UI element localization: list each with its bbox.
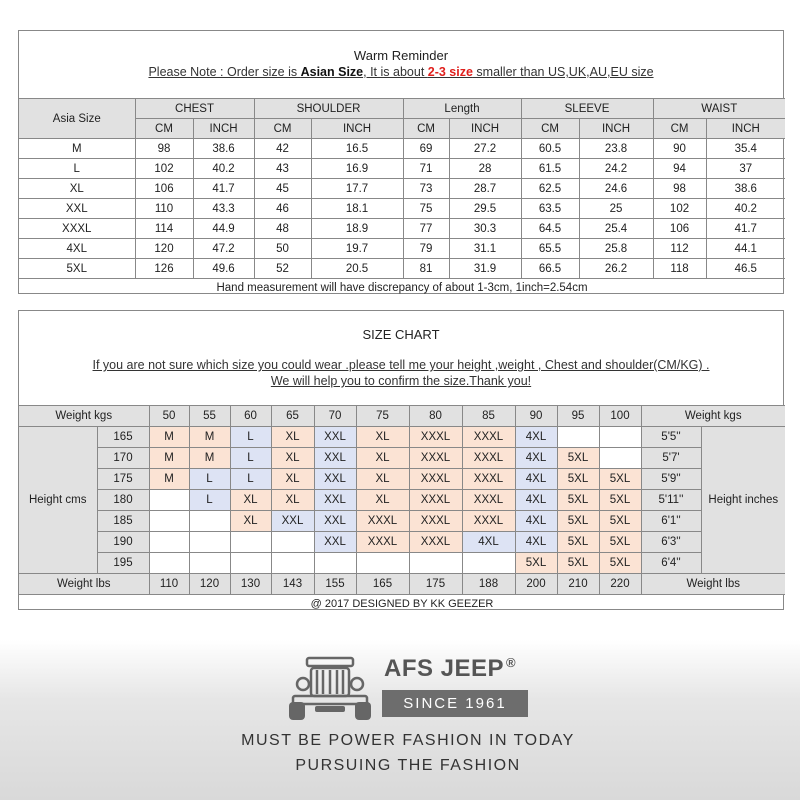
weight-lbs-label-right: Weight lbs (641, 574, 785, 595)
size-chart-grid (19, 405, 785, 613)
size-recommendation-cell: XXXL (462, 469, 515, 490)
size-recommendation-cell (189, 511, 230, 532)
size-recommendation-cell (189, 532, 230, 553)
measurement-cell: 81 (403, 259, 449, 279)
size-recommendation-cell: XXL (314, 490, 356, 511)
size-recommendation-cell: 5XL (557, 448, 599, 469)
measurement-cell: 42 (254, 139, 311, 159)
measurement-cell: 126 (135, 259, 193, 279)
measurement-cell: 47.2 (193, 239, 254, 259)
measurement-cell: 19.7 (311, 239, 403, 259)
weight-kgs-label: Weight kgs (19, 406, 149, 427)
size-recommendation-cell: 5XL (557, 490, 599, 511)
size-recommendation-cell: XXXL (356, 532, 409, 553)
weight-kg-value: 70 (314, 406, 356, 427)
measurement-cell: 98 (135, 139, 193, 159)
asia-size-cell: XXXL (19, 219, 135, 239)
measurement-cell: 98 (653, 179, 706, 199)
size-recommendation-cell (271, 553, 314, 574)
size-recommendation-cell: 5XL (557, 532, 599, 553)
size-recommendation-cell: 5XL (599, 490, 641, 511)
size-chart-row (19, 532, 785, 553)
height-inch-value: 6'4'' (641, 553, 701, 574)
measurement-cell: 46 (254, 199, 311, 219)
size-recommendation-cell: L (230, 469, 271, 490)
size-recommendation-cell (230, 553, 271, 574)
weight-lbs-value: 120 (189, 574, 230, 595)
measurement-cell: 25.4 (579, 219, 653, 239)
size-recommendation-cell: L (189, 469, 230, 490)
measurement-cell: 120 (135, 239, 193, 259)
size-table-row (19, 259, 785, 279)
size-recommendation-cell: M (149, 469, 189, 490)
unit-header: INCH (579, 119, 653, 139)
unit-header: INCH (311, 119, 403, 139)
size-recommendation-cell: XXXL (409, 448, 462, 469)
size-chart-row (19, 490, 785, 511)
size-table-row (19, 239, 785, 259)
weight-lbs-value: 200 (515, 574, 557, 595)
measurement-cell: 48 (254, 219, 311, 239)
height-cm-value: 175 (97, 469, 149, 490)
height-cm-value: 180 (97, 490, 149, 511)
asia-size-cell: 4XL (19, 239, 135, 259)
weight-kg-value: 95 (557, 406, 599, 427)
height-cm-value: 195 (97, 553, 149, 574)
size-recommendation-cell: XXXL (409, 532, 462, 553)
weight-kg-value: 80 (409, 406, 462, 427)
size-recommendation-cell: 4XL (515, 532, 557, 553)
measurement-cell: 16.5 (311, 139, 403, 159)
measurement-cell: 40.2 (706, 199, 785, 219)
size-chart-row (19, 427, 785, 448)
measurement-cell: 31.9 (449, 259, 521, 279)
measurement-cell: 31.1 (449, 239, 521, 259)
registered-mark: ® (506, 655, 517, 670)
size-chart-help-line1: If you are not sure which size you could wear .please tell me your height ,weight , Chest and shoulder(CM/KG) . (92, 358, 710, 372)
size-recommendation-cell: XL (230, 511, 271, 532)
measurement-cell: 25 (579, 199, 653, 219)
size-chart-row (19, 511, 785, 532)
unit-header: INCH (449, 119, 521, 139)
measurement-cell: 118 (653, 259, 706, 279)
weight-kg-value: 100 (599, 406, 641, 427)
unit-header: INCH (706, 119, 785, 139)
size-chart-title: SIZE CHART (362, 327, 440, 342)
height-cm-value: 185 (97, 511, 149, 532)
size-recommendation-cell: XXL (314, 448, 356, 469)
measurement-cell: 35.4 (706, 139, 785, 159)
measurement-cell: 30.3 (449, 219, 521, 239)
unit-header: INCH (193, 119, 254, 139)
note-prefix: Please Note : Order size is (148, 65, 301, 79)
asia-size-header: Asia Size (19, 99, 135, 139)
size-recommendation-cell (149, 532, 189, 553)
size-recommendation-cell (149, 553, 189, 574)
size-recommendation-cell (356, 553, 409, 574)
size-recommendation-cell (557, 427, 599, 448)
weight-lbs-value: 143 (271, 574, 314, 595)
measurement-cell: 102 (135, 159, 193, 179)
measurement-cell: 43 (254, 159, 311, 179)
weight-lbs-value: 110 (149, 574, 189, 595)
size-recommendation-cell: 4XL (515, 469, 557, 490)
size-table-header-row (19, 99, 785, 119)
size-recommendation-cell (314, 553, 356, 574)
asia-size-cell: XL (19, 179, 135, 199)
measurement-cell: 29.5 (449, 199, 521, 219)
asia-size-cell: XXL (19, 199, 135, 219)
size-recommendation-cell: 5XL (599, 553, 641, 574)
measurement-cell: 46.5 (706, 259, 785, 279)
note-mid: , It is about (363, 65, 428, 79)
asia-size-cell: L (19, 159, 135, 179)
size-recommendation-cell: XXL (271, 511, 314, 532)
weight-lbs-row (19, 574, 785, 595)
designed-by-text: @ 2017 DESIGNED BY KK GEEZER (19, 595, 785, 613)
slogan-line1: MUST BE POWER FASHION IN TODAY (241, 732, 575, 749)
measurement-cell: 64.5 (521, 219, 579, 239)
warm-reminder-title: Warm Reminder (353, 48, 449, 63)
size-recommendation-cell: 5XL (599, 469, 641, 490)
size-recommendation-cell: XXXL (462, 490, 515, 511)
size-chart-help-line2: We will help you to confirm the size.Thank you! (270, 374, 532, 388)
unit-header: CM (254, 119, 311, 139)
asia-size-cell: 5XL (19, 259, 135, 279)
size-recommendation-cell (149, 490, 189, 511)
size-recommendation-cell: XXXL (462, 427, 515, 448)
measurement-cell: 24.2 (579, 159, 653, 179)
size-recommendation-cell (599, 448, 641, 469)
size-recommendation-cell: XXXL (409, 469, 462, 490)
weight-kg-value: 85 (462, 406, 515, 427)
size-table-row (19, 219, 785, 239)
size-chart-row (19, 553, 785, 574)
size-recommendation-cell: XXL (314, 427, 356, 448)
size-recommendation-cell: 4XL (515, 427, 557, 448)
measurement-cell: 75 (403, 199, 449, 219)
size-recommendation-cell: XXXL (462, 511, 515, 532)
measurement-cell: 77 (403, 219, 449, 239)
unit-header: CM (521, 119, 579, 139)
measurement-cell: 52 (254, 259, 311, 279)
measurement-cell: 49.6 (193, 259, 254, 279)
weight-lbs-value: 155 (314, 574, 356, 595)
size-recommendation-cell: XXL (314, 511, 356, 532)
size-table-footnote-row (19, 279, 785, 297)
measurement-cell: 20.5 (311, 259, 403, 279)
height-inch-value: 5'5'' (641, 427, 701, 448)
measure-group-header: CHEST (135, 99, 254, 119)
size-recommendation-cell: M (149, 448, 189, 469)
size-recommendation-cell: XL (271, 469, 314, 490)
size-recommendation-cell: XL (271, 448, 314, 469)
size-recommendation-cell (462, 553, 515, 574)
measurement-cell: 66.5 (521, 259, 579, 279)
weight-kgs-label-right: Weight kgs (641, 406, 785, 427)
size-table-row (19, 159, 785, 179)
weight-kgs-row (19, 406, 785, 427)
weight-kg-value: 65 (271, 406, 314, 427)
weight-lbs-value: 165 (356, 574, 409, 595)
measurement-footnote: Hand measurement will have discrepancy of about 1-3cm, 1inch=2.54cm (19, 279, 785, 297)
size-recommendation-cell (189, 553, 230, 574)
measurement-cell: 102 (653, 199, 706, 219)
weight-kg-value: 90 (515, 406, 557, 427)
height-inch-value: 5'9'' (641, 469, 701, 490)
size-recommendation-cell: L (230, 427, 271, 448)
size-chart-row (19, 448, 785, 469)
weight-lbs-value: 220 (599, 574, 641, 595)
brand-name-text: AFS JEEP (384, 655, 505, 682)
size-recommendation-cell: XL (230, 490, 271, 511)
size-recommendation-cell: XL (271, 427, 314, 448)
measurement-cell: 69 (403, 139, 449, 159)
size-recommendation-cell: XL (271, 490, 314, 511)
slogan-line2: PURSUING THE FASHION (295, 757, 521, 774)
size-recommendation-cell: XXXL (409, 490, 462, 511)
measurement-cell: 65.5 (521, 239, 579, 259)
size-recommendation-cell (599, 427, 641, 448)
size-chart-panel (18, 310, 784, 610)
measurement-cell: 41.7 (706, 219, 785, 239)
size-recommendation-cell: XXL (314, 469, 356, 490)
note-suffix: smaller than US,UK,AU,EU size (472, 65, 654, 79)
size-recommendation-cell: L (189, 490, 230, 511)
size-recommendation-cell: 5XL (557, 553, 599, 574)
measurement-cell: 90 (653, 139, 706, 159)
size-chart-row (19, 469, 785, 490)
measurement-cell: 61.5 (521, 159, 579, 179)
measurement-cell: 27.2 (449, 139, 521, 159)
measurement-cell: 44.1 (706, 239, 785, 259)
size-recommendation-cell: M (149, 427, 189, 448)
measurement-cell: 94 (653, 159, 706, 179)
measurement-cell: 44.9 (193, 219, 254, 239)
warm-reminder-note (19, 65, 783, 79)
unit-header: CM (653, 119, 706, 139)
note-asian-size: Asian Size (300, 65, 364, 79)
weight-kg-value: 55 (189, 406, 230, 427)
size-recommendation-cell: 5XL (599, 532, 641, 553)
size-recommendation-cell: XXXL (409, 427, 462, 448)
measurement-cell: 73 (403, 179, 449, 199)
height-inch-value: 5'11'' (641, 490, 701, 511)
weight-lbs-value: 210 (557, 574, 599, 595)
measure-group-header: Length (403, 99, 521, 119)
measurement-cell: 16.9 (311, 159, 403, 179)
weight-lbs-value: 188 (462, 574, 515, 595)
size-recommendation-cell: L (230, 448, 271, 469)
height-cm-value: 190 (97, 532, 149, 553)
size-table-row (19, 139, 785, 159)
measurement-cell: 110 (135, 199, 193, 219)
size-recommendation-cell: XL (356, 427, 409, 448)
height-inch-value: 6'3'' (641, 532, 701, 553)
measurement-cell: 60.5 (521, 139, 579, 159)
measurement-cell: 63.5 (521, 199, 579, 219)
size-recommendation-cell: M (189, 427, 230, 448)
measurement-cell: 18.1 (311, 199, 403, 219)
measurement-cell: 71 (403, 159, 449, 179)
weight-kg-value: 50 (149, 406, 189, 427)
measurement-cell: 18.9 (311, 219, 403, 239)
size-recommendation-cell: XXL (314, 532, 356, 553)
note-size-difference: 2-3 size (427, 65, 473, 79)
size-recommendation-cell: XXXL (462, 448, 515, 469)
size-recommendation-cell (409, 553, 462, 574)
measurement-cell: 25.8 (579, 239, 653, 259)
measurement-cell: 37 (706, 159, 785, 179)
measurement-cell: 40.2 (193, 159, 254, 179)
weight-kg-value: 60 (230, 406, 271, 427)
measurement-cell: 38.6 (193, 139, 254, 159)
measurement-cell: 28 (449, 159, 521, 179)
designed-by-row (19, 595, 785, 613)
size-recommendation-cell: XXXL (356, 511, 409, 532)
size-recommendation-cell: 5XL (599, 511, 641, 532)
weight-lbs-label: Weight lbs (19, 574, 149, 595)
measurement-cell: 50 (254, 239, 311, 259)
measurement-cell: 45 (254, 179, 311, 199)
size-recommendation-cell: 5XL (557, 469, 599, 490)
size-recommendation-cell: 5XL (515, 553, 557, 574)
size-table-row (19, 179, 785, 199)
measurement-cell: 43.3 (193, 199, 254, 219)
unit-header: CM (403, 119, 449, 139)
measurement-cell: 41.7 (193, 179, 254, 199)
size-recommendation-cell: 4XL (462, 532, 515, 553)
measure-group-header: SHOULDER (254, 99, 403, 119)
size-recommendation-cell: XL (356, 469, 409, 490)
size-table-row (19, 199, 785, 219)
size-recommendation-cell: 5XL (557, 511, 599, 532)
weight-kg-value: 75 (356, 406, 409, 427)
height-cm-value: 170 (97, 448, 149, 469)
asia-size-cell: M (19, 139, 135, 159)
jeep-front-icon (285, 652, 375, 722)
since-badge: SINCE 1961 (382, 690, 528, 717)
weight-lbs-value: 175 (409, 574, 462, 595)
size-recommendation-cell: 4XL (515, 448, 557, 469)
measurement-cell: 106 (653, 219, 706, 239)
size-recommendation-cell (271, 532, 314, 553)
height-inch-value: 6'1'' (641, 511, 701, 532)
size-recommendation-cell: XL (356, 490, 409, 511)
measurement-cell: 112 (653, 239, 706, 259)
height-cm-value: 165 (97, 427, 149, 448)
measurement-cell: 38.6 (706, 179, 785, 199)
warm-reminder-header (19, 31, 783, 98)
measurement-cell: 24.6 (579, 179, 653, 199)
measurement-cell: 17.7 (311, 179, 403, 199)
weight-lbs-value: 130 (230, 574, 271, 595)
measurement-cell: 62.5 (521, 179, 579, 199)
size-recommendation-cell: 4XL (515, 490, 557, 511)
measure-group-header: SLEEVE (521, 99, 653, 119)
size-recommendation-cell: M (189, 448, 230, 469)
size-recommendation-cell: 4XL (515, 511, 557, 532)
measurement-cell: 79 (403, 239, 449, 259)
measure-group-header: WAIST (653, 99, 785, 119)
size-measurement-table (19, 98, 785, 297)
size-recommendation-cell: XL (356, 448, 409, 469)
height-inch-value: 5'7' (641, 448, 701, 469)
unit-header: CM (135, 119, 193, 139)
measurement-cell: 26.2 (579, 259, 653, 279)
size-table-panel (18, 30, 784, 294)
measurement-cell: 114 (135, 219, 193, 239)
height-cms-label: Height cms (19, 427, 97, 574)
size-recommendation-cell (230, 532, 271, 553)
measurement-cell: 106 (135, 179, 193, 199)
size-recommendation-cell (149, 511, 189, 532)
size-chart-header (19, 311, 783, 405)
measurement-cell: 23.8 (579, 139, 653, 159)
height-inches-label: Height inches (701, 427, 785, 574)
size-recommendation-cell: XXXL (409, 511, 462, 532)
measurement-cell: 28.7 (449, 179, 521, 199)
brand-name (384, 655, 516, 683)
